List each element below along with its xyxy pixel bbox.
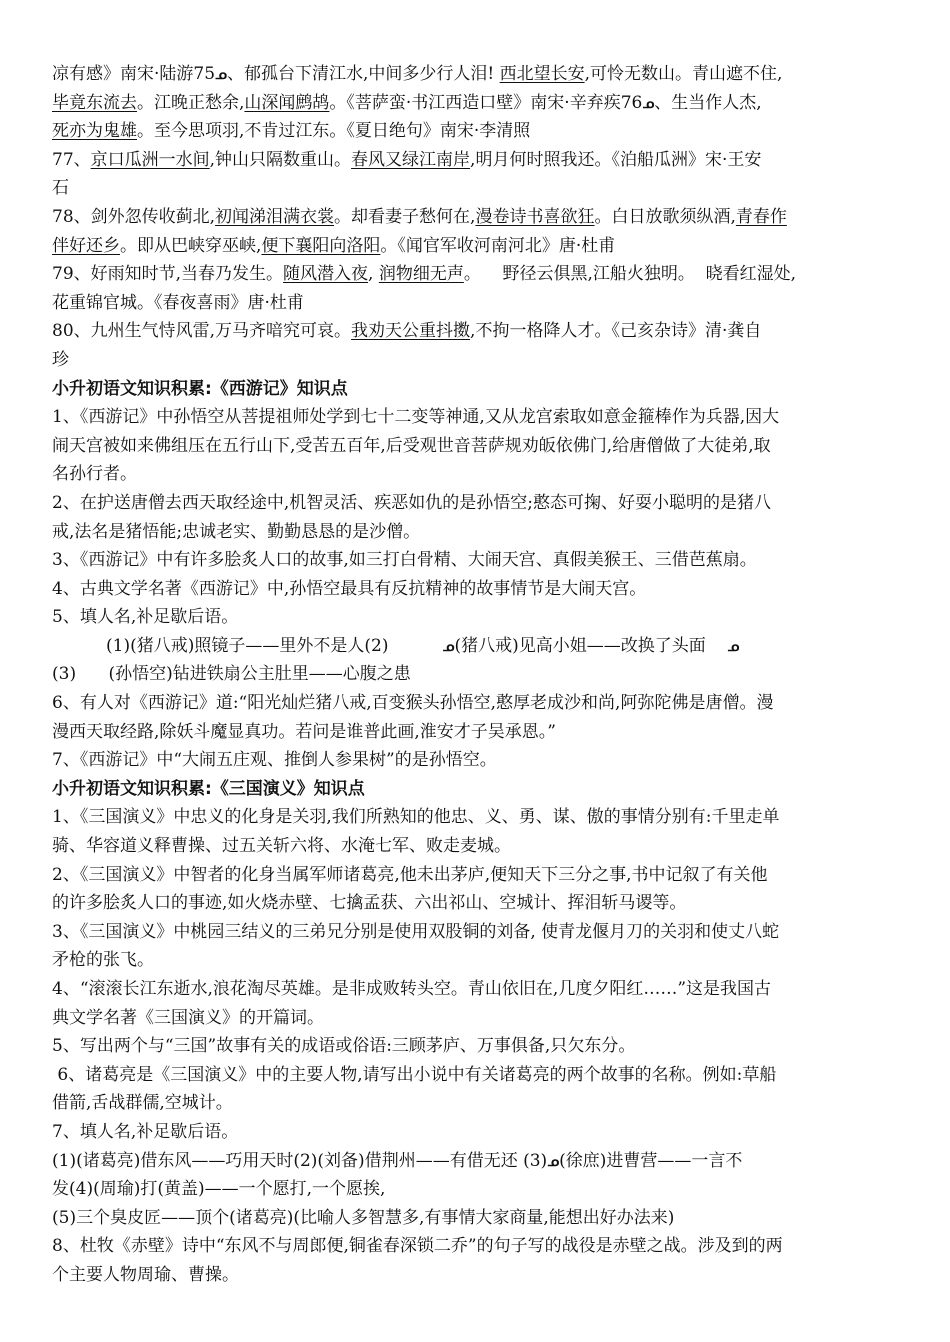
text: 凉有感》南宋·陆游75 <box>52 64 216 84</box>
poem-80-cont: 珍 <box>52 349 69 370</box>
text: , <box>368 264 379 285</box>
paragraph-line: 6、诸葛亮是《三国演义》中的主要人物,请写出小说中有关诸葛亮的两个故事的名称。例如:草船 <box>52 1064 777 1085</box>
poem-79-cont: 花重锦官城。《春夜喜雨》唐·杜甫 <box>52 292 304 313</box>
paragraph-line: 戒,法名是猪悟能;忠诚老实、勤勤恳恳的是沙僧。 <box>52 521 421 542</box>
paragraph-line: 5、填人名,补足歇后语。 <box>52 607 239 628</box>
text: 、生当作人杰, <box>654 92 762 113</box>
underlined-text: 死亦为鬼雄 <box>52 121 137 142</box>
underlined-text: 毕竟东流去 <box>52 92 137 113</box>
paragraph-line: 4、“滚滚长江东逝水,浪花淘尽英雄。是非成败转头空。青山依旧在,几度夕阳红……”这是我国古 <box>52 979 772 999</box>
text: (徐庶)进曹营——一言不 <box>559 1150 743 1171</box>
text: (1)(猪八戒)照镜子——里外不是人(2) <box>52 635 443 656</box>
paragraph-line: 7、《西游记》中“大闹五庄观、推倒人参果树”的是孙悟空。 <box>52 750 497 771</box>
text: 。却看妻子愁何在, <box>334 206 476 227</box>
section-heading-sanguo: 小升初语文知识积累:《三国演义》知识点 <box>52 778 365 799</box>
paragraph-line: 个主要人物周瑜、曹操。 <box>52 1264 239 1285</box>
paragraph-line: 7、填人名,补足歇后语。 <box>52 1121 239 1142</box>
riddle-line: 发(4)(周瑜)打(黄盖)——一个愿打,一个愿挨, <box>52 1179 386 1200</box>
underlined-text: 伴好还乡 <box>52 235 120 256</box>
riddle-line: (3) (孙悟空)钻进铁扇公主肚里——心腹之患 <box>52 664 411 685</box>
mark-glyph: ᓄ <box>215 67 227 83</box>
text: (猪八戒)见高小姐——改换了头面 <box>454 635 728 656</box>
text: 。即从巴峡穿巫峡, <box>120 235 262 256</box>
paragraph-line: 2、在护送唐僧去西天取经途中,机智灵活、疾恶如仇的是孙悟空;憨态可掬、好耍小聪明的是猪八 <box>52 492 771 513</box>
text: 。江晚正愁余, <box>137 92 245 113</box>
underlined-text: 漫卷诗书喜欲狂 <box>475 206 595 227</box>
text: 80、九州生气恃风雷,万马齐喑究可哀。 <box>52 321 352 342</box>
underlined-text: 随风潜入夜 <box>283 264 369 285</box>
paragraph-line: 2、《三国演义》中智者的化身当属军师诸葛亮,他未出茅庐,便知天下三分之事,书中记叙了有关他 <box>52 864 768 885</box>
mark-glyph: ᓄ <box>642 95 655 112</box>
text: 。《闻官军收河南河北》唐·杜甫 <box>380 235 616 256</box>
underlined-text: 山深闻鹧鸪 <box>244 92 330 113</box>
paragraph-line: 1、《三国演义》中忠义的化身是关羽,我们所熟知的他忠、义、勇、谋、傲的事情分别有:千里走单 <box>52 807 780 828</box>
paragraph-line: 骑、华容道义释曹操、过五关斩六将、水淹七军、败走麦城。 <box>52 836 511 857</box>
underlined-text: 春风又绿江南岸 <box>351 149 471 170</box>
paragraph-line: 1、《西游记》中孙悟空从菩提祖师处学到七十二变等神通,又从龙宫索取如意金箍棒作为兵器,因大 <box>52 407 780 428</box>
text: 。 野径云俱黑,江船火独明。 晓看红湿处, <box>463 264 797 285</box>
poem-77-cont: 石 <box>52 178 69 199</box>
text: 77、 <box>52 149 91 170</box>
text: 79、好雨知时节,当春乃发生。 <box>52 264 284 285</box>
poem-79 <box>52 260 910 289</box>
paragraph-line: 典文学名著《三国演义》的开篇词。 <box>52 1007 324 1028</box>
poem-line-3 <box>52 117 910 146</box>
paragraph-line: 名孙行者。 <box>52 464 137 485</box>
underlined-text: 便下襄阳向洛阳 <box>261 235 381 256</box>
paragraph-line: 6、有人对《西游记》道:“阳光灿烂猪八戒,百变猴头孙悟空,憨厚老成沙和尚,阿弥陀佛是唐僧。漫 <box>52 693 774 714</box>
paragraph-line: 5、写出两个与“三国”故事有关的成语或俗语:三顾茅庐、万事俱备,只欠东分。 <box>52 1036 636 1057</box>
paragraph-line: 矛枪的张飞。 <box>52 950 154 971</box>
text: 。《菩萨蛮·书江西造口壁》南宋·辛弃疾76 <box>329 92 643 113</box>
paragraph-line: 漫西天取经路,除妖斗魔显真功。若问是谁普此画,淮安才子吴承恩。” <box>52 721 556 742</box>
mark-glyph: ᓄ <box>442 638 455 655</box>
text: 。白日放歌须纵酒, <box>594 206 736 227</box>
text: ,可怜无数山。青山遮不住, <box>584 64 783 84</box>
text: ,明月何时照我还。《泊船瓜洲》宋·王安 <box>470 149 762 170</box>
paragraph-line: 的许多脍炙人口的事迹,如火烧赤壁、七擒孟获、六出祁山、空城计、挥泪斩马谡等。 <box>52 893 687 914</box>
underlined-text: 初闻涕泪满衣裳 <box>215 206 335 227</box>
underlined-text: 我劝天公重抖擞 <box>351 321 471 342</box>
paragraph-line: 4、古典文学名著《西游记》中,孙悟空最具有反抗精神的故事情节是大闹天宫。 <box>52 578 647 599</box>
paragraph-line: 3、《西游记》中有许多脍炙人口的故事,如三打白骨精、大闹天宫、真假美猴王、三借芭蕉扇。 <box>52 550 757 571</box>
riddle-line <box>52 1147 910 1176</box>
text: 、郁孤台下清江水,中间多少行人泪! <box>226 64 500 84</box>
underlined-text: 京口瓜洲一水间 <box>90 149 210 170</box>
poem-line-1 <box>52 60 910 89</box>
paragraph-line: 8、杜牧《赤壁》诗中“东风不与周郎便,铜雀春深锁二乔”的句子写的战役是赤壁之战。涉及到的两 <box>52 1236 783 1257</box>
paragraph-line: 借箭,舌战群儒,空城计。 <box>52 1093 233 1114</box>
riddle-line <box>52 632 910 661</box>
paragraph-line: 闹天宫被如来佛组压在五行山下,受苦五百年,后受观世音菩萨规劝皈依佛门,给唐僧做了大徒弟,取 <box>52 435 771 456</box>
poem-77 <box>52 146 910 175</box>
text: (1)(诸葛亮)借东风——巧用天时(2)(刘备)借荆州——有借无还 (3) <box>52 1150 548 1171</box>
poem-80 <box>52 317 910 346</box>
mark-glyph: ᓄ <box>547 1153 560 1170</box>
text: ,钟山只隔数重山。 <box>209 149 352 170</box>
underlined-text: 润物细无声 <box>378 264 464 285</box>
poem-78-cont <box>52 232 910 261</box>
section-heading-xiyouji: 小升初语文知识积累:《西游记》知识点 <box>52 378 348 399</box>
paragraph-line: 3、《三国演义》中桃园三结义的三弟兄分别是使用双股铜的刘备, 使青龙偃月刀的关羽和使丈八蛇 <box>52 921 780 942</box>
text: 。至今思项羽,不肯过江东。《夏日绝句》南宋·李清照 <box>137 121 531 142</box>
poem-line-2 <box>52 89 910 118</box>
text: ,不拘一格降人才。《己亥杂诗》清·龚自 <box>470 321 762 342</box>
mark-glyph: ᓄ <box>727 638 740 655</box>
document-page <box>52 60 910 1290</box>
text: 78、剑外忽传收蓟北, <box>52 206 216 227</box>
underlined-text: 青春作 <box>735 206 787 227</box>
underlined-text: 西北望长安 <box>499 64 585 84</box>
riddle-line: (5)三个臭皮匠——顶个(诸葛亮)(比喻人多智慧多,有事情大家商量,能想出好办法来) <box>52 1207 675 1228</box>
poem-78 <box>52 203 910 232</box>
